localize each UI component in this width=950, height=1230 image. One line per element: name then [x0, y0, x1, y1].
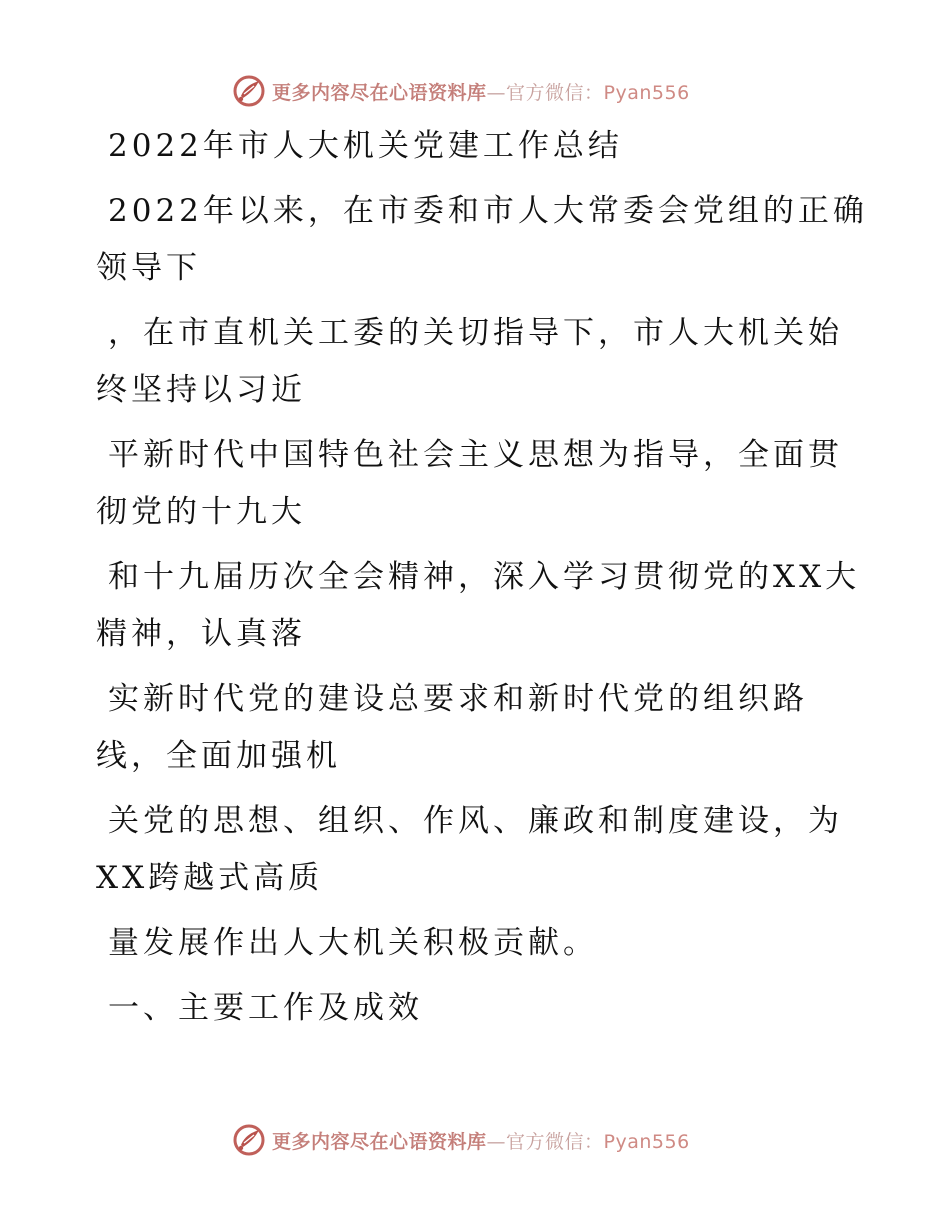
watermark-site-name: 更多内容尽在心语资料库 [272, 1130, 487, 1153]
paragraph-line: 精神，认真落 [96, 616, 306, 652]
watermark-wechat-label: 官方微信： [506, 81, 604, 104]
paragraph-line: 线，全面加强机 [96, 738, 341, 774]
watermark-text [272, 78, 690, 105]
paragraph-line: 终坚持以习近 [96, 372, 306, 408]
paragraph-line: 和十九届历次全会精神，深入学习贯彻党的XX大 [108, 559, 861, 595]
watermark-header [232, 72, 752, 110]
section-heading: 一、主要工作及成效 [108, 990, 423, 1026]
watermark-footer [232, 1121, 752, 1159]
paragraph [96, 305, 856, 419]
paragraph-line: 2022年以来，在市委和市人大常委会党组的正确 [108, 193, 868, 229]
paragraph [96, 549, 861, 663]
paragraph-line: 领导下 [96, 250, 201, 286]
document-title: 2022年市人大机关党建工作总结 [108, 128, 623, 164]
watermark-wechat-id: Pyan556 [603, 81, 690, 104]
closing-line: 量发展作出人大机关积极贡献。 [108, 925, 598, 961]
watermark-wechat-id: Pyan556 [603, 1130, 690, 1153]
watermark-dash: — [486, 1130, 507, 1153]
paragraph-line: 关党的思想、组织、作风、廉政和制度建设，为 [108, 803, 843, 839]
paragraph-line: 实新时代党的建设总要求和新时代党的组织路 [108, 681, 808, 717]
seal-logo-icon [232, 74, 266, 108]
paragraph [96, 183, 868, 297]
watermark-text [272, 1127, 690, 1154]
seal-logo-icon [232, 1123, 266, 1157]
document-body [96, 118, 868, 1037]
watermark-wechat-label: 官方微信： [506, 1130, 604, 1153]
watermark-site-name: 更多内容尽在心语资料库 [272, 81, 487, 104]
watermark-dash: — [486, 81, 507, 104]
paragraph-line: ，在市直机关工委的关切指导下，市人大机关始 [108, 315, 843, 351]
paragraph [96, 427, 856, 541]
paragraph-line: XX跨越式高质 [96, 860, 324, 896]
paragraph-line: 平新时代中国特色社会主义思想为指导，全面贯 [108, 437, 843, 473]
paragraph-line: 彻党的十九大 [96, 494, 306, 530]
paragraph [96, 671, 856, 785]
paragraph [96, 793, 856, 907]
